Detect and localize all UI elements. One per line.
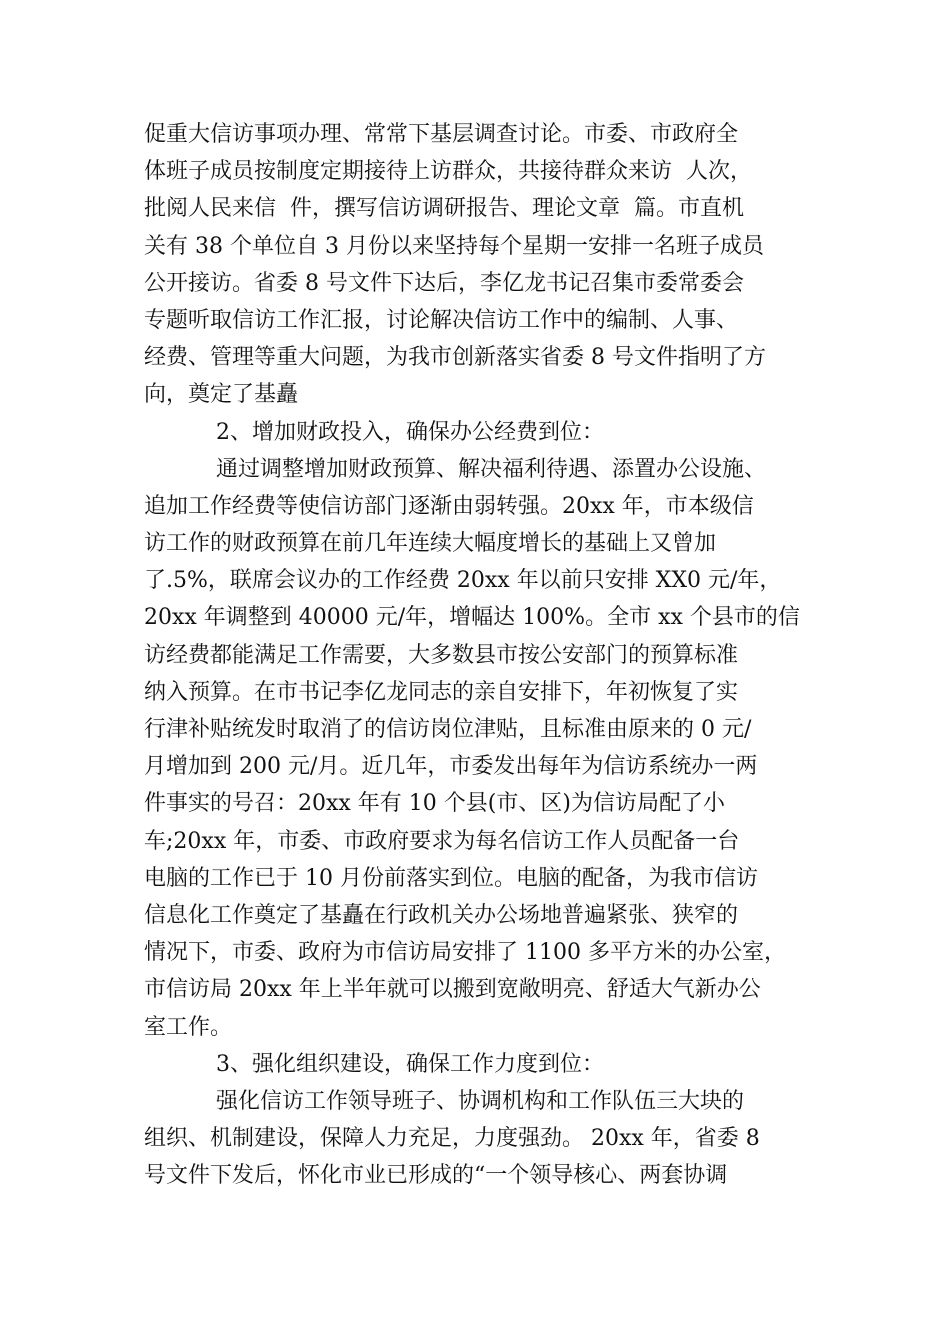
text-line: 行津补贴统发时取消了的信访岗位津贴，且标准由原来的 0 元/ — [144, 717, 752, 742]
text-line: 号文件下发后，怀化市业已形成的“一个领导核心、两套协调 — [144, 1163, 728, 1189]
text-line: 专题听取信访工作汇报，讨论解决信访工作中的编制、人事、 — [144, 307, 739, 333]
text-line: 了.5%，联席会议办的工作经费 20xx 年以前只安排 XX0 元/年， — [144, 568, 782, 594]
text-line: 情况下，市委、政府为市信访局安排了 1100 多平方米的办公室， — [144, 940, 786, 966]
text-line: 电脑的工作已于 10 月份前落实到位。电脑的配备，为我市信访 — [144, 865, 758, 891]
text-line: 室工作。 — [144, 1014, 233, 1040]
section-heading: 2、增加财政投入，确保办公经费到位： — [216, 419, 604, 445]
text-line: 组织、机制建设，保障人力充足，力度强劲。 20xx 年，省委 8 — [144, 1126, 760, 1152]
document-body — [144, 116, 814, 1194]
text-line: 车;20xx 年，市委、市政府要求为每名信访工作人员配备一台 — [144, 828, 740, 854]
text-line: 纳入预算。在市书记李亿龙同志的亲自安排下，年初恢复了实 — [144, 679, 739, 705]
paragraph-first-line: 强化信访工作领导班子、协调机构和工作队伍三大块的 — [216, 1088, 745, 1114]
text-line: 批阅人民来信 件，撰写信访调研报告、理论文章 篇。市直机 — [144, 196, 744, 222]
section-heading: 3、强化组织建设，确保工作力度到位： — [216, 1051, 604, 1077]
text-line: 市信访局 20xx 年上半年就可以搬到宽敞明亮、舒适大气新办公 — [144, 977, 761, 1003]
text-line: 追加工作经费等使信访部门逐渐由弱转强。20xx 年，市本级信 — [144, 493, 754, 519]
text-line: 经费、管理等重大问题，为我市创新落实省委 8 号文件指明了方 — [144, 345, 766, 371]
text-line: 信息化工作奠定了基矗在行政机关办公场地普遍紧张、狭窄的 — [144, 902, 739, 928]
text-line: 访工作的财政预算在前几年连续大幅度增长的基础上又曾加 — [144, 531, 717, 557]
text-line: 访经费都能满足工作需要，大多数县市按公安部门的预算标准 — [144, 642, 739, 668]
text-line: 公开接访。省委 8 号文件下达后，李亿龙书记召集市委常委会 — [144, 270, 744, 296]
paragraph-first-line: 通过调整增加财政预算、解决福利待遇、添置办公设施、 — [216, 456, 767, 482]
text-line: 20xx 年调整到 40000 元/年，增幅达 100%。全市 xx 个县市的信 — [144, 605, 800, 631]
text-line: 促重大信访事项办理、常常下基层调查讨论。市委、市政府全 — [144, 122, 739, 147]
text-line: 体班子成员按制度定期接待上访群众，共接待群众来访 人次， — [144, 159, 752, 185]
text-line: 件事实的号召：20xx 年有 10 个县(市、区)为信访局配了小 — [144, 791, 725, 817]
text-line: 月增加到 200 元/月。近几年，市委发出每年为信访系统办一两 — [144, 754, 758, 780]
text-line: 向，奠定了基矗 — [144, 382, 299, 408]
text-line: 关有 38 个单位自 3 月份以来坚持每个星期一安排一名班子成员 — [144, 233, 764, 259]
